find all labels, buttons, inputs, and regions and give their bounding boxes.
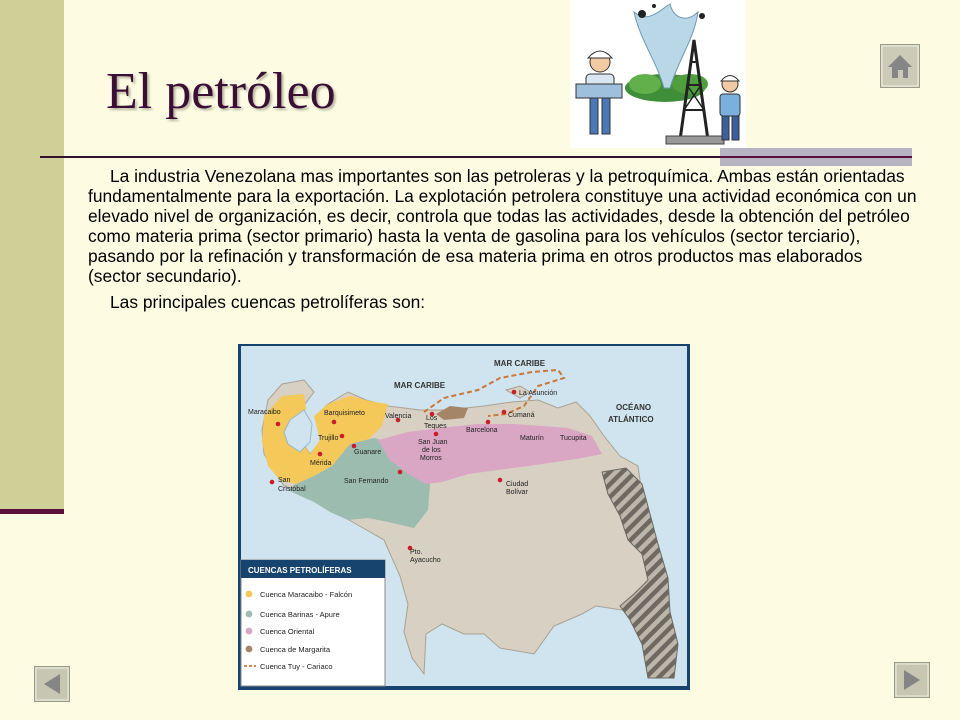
map-city-tucupita: Tucupita	[560, 435, 587, 442]
legend-item-5: Cuenca Tuy - Cariaco	[260, 662, 333, 671]
arrow-left-icon	[34, 666, 70, 702]
next-slide-button[interactable]	[894, 662, 930, 698]
map-city-cumana: Cumaná	[508, 412, 535, 419]
slide-body	[88, 166, 918, 312]
oil-basins-map	[238, 344, 690, 690]
legend-swatch-barinas	[246, 611, 253, 618]
slide-title: El petróleo	[106, 63, 336, 120]
map-city-barcelona: Barcelona	[466, 427, 498, 434]
left-bar-accent	[0, 509, 64, 514]
previous-slide-button[interactable]	[34, 666, 70, 702]
body-paragraph-2: Las principales cuencas petrolíferas son:	[110, 292, 426, 312]
map-city-san-juan-3: Morros	[420, 455, 442, 462]
left-decorative-bar	[0, 0, 64, 512]
map-city-san-juan-1: San Juan	[418, 439, 448, 446]
map-city-san-fernando: San Fernando	[344, 478, 389, 485]
map-city-san-cristobal-2: Cristóbal	[278, 486, 306, 493]
map-city-barquisimeto: Barquisimeto	[324, 410, 365, 417]
legend-item-4: Cuenca de Margarita	[260, 645, 331, 654]
legend-item-2: Cuenca Barinas - Apure	[260, 610, 340, 619]
legend-swatch-margarita	[246, 646, 253, 653]
map-city-ciudad-bolivar-2: Bolívar	[506, 489, 528, 496]
map-city-pto-ayacucho-2: Ayacucho	[410, 557, 441, 564]
map-city-valencia: Valencia	[385, 413, 412, 420]
map-label-ocean-2: ATLÁNTICO	[608, 415, 654, 424]
legend-item-3: Cuenca Oriental	[260, 627, 315, 636]
map-city-pto-ayacucho-1: Pto.	[410, 549, 423, 556]
map-city-trujillo: Trujillo	[318, 435, 339, 442]
map-label-sea-north: MAR CARIBE	[494, 359, 546, 368]
map-city-los-teques-1: Los	[426, 415, 438, 422]
oil-workers-clipart	[570, 0, 746, 148]
legend-item-1: Cuenca Maracaibo - Falcón	[260, 590, 353, 599]
map-label-sea: MAR CARIBE	[394, 381, 446, 390]
legend-swatch-oriental	[246, 628, 253, 635]
map-city-ciudad-bolivar-1: Ciudad	[506, 481, 529, 488]
map-city-san-cristobal-1: San	[278, 477, 291, 484]
map-city-maracaibo: Maracaibo	[248, 409, 281, 416]
map-city-guanare: Guanare	[354, 449, 382, 456]
legend-swatch-maracaibo	[246, 591, 253, 598]
title-rule-accent-line	[720, 156, 912, 158]
map-label-ocean-1: OCÉANO	[616, 403, 652, 412]
body-paragraph-1: La industria Venezolana mas importantes son las petroleras y la petroquímica. Ambas están orientadas fundamentalmente para la exportación. La explotación petrolera constituye una actividad económica con un elevado nivel de organización, es decir, controla que todas las actividades, desde la obtención del petróleo como materia prima (sector primario) hasta la venta de gasolina para los vehículos (sector terciario), pasando por la refinación y transformación de esa materia prima en otros productos mas elaborados (sector secundario).	[88, 166, 917, 286]
map-city-maturin: Maturín	[520, 435, 544, 442]
map-city-los-teques-2: Teques	[424, 423, 447, 430]
home-icon	[880, 44, 920, 88]
map-city-san-juan-2: de los	[422, 447, 441, 454]
legend-title: CUENCAS PETROLÍFERAS	[248, 566, 352, 575]
home-button[interactable]	[880, 44, 920, 88]
map-legend	[241, 560, 385, 686]
map-city-la-asuncion: La Asunción	[519, 390, 558, 397]
arrow-right-icon	[894, 662, 930, 698]
map-city-merida: Mérida	[310, 460, 332, 467]
